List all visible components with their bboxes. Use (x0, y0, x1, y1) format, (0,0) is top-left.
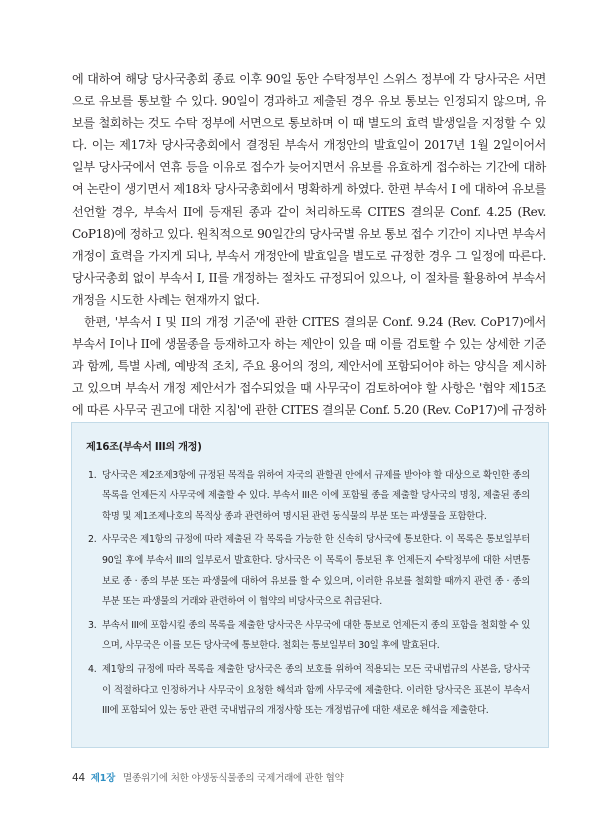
item-text: 부속서 III에 포함시킬 종의 목록을 제출한 당사국은 사무국에 대한 통보로 언제든지 종의 포함을 철회할 수 있으며, 사무국은 이를 모든 당사국에 통보한다. 철회는 통보일부터 30일 후에 발효된다. (102, 619, 530, 652)
item-text: 당사국은 제2조제3항에 규정된 목적을 위하여 자국의 관할권 안에서 규제를 받아야 할 대상으로 확인한 종의 목록을 언제든지 사무국에 제출할 수 있다. 부속서 III은 이에 포함될 종을 제출할 당사국의 명칭, 제출된 종의 학명 및 제1조제나호의 목적상 종과 관련하여 명시된 관련 동식물의 부분 또는 파생물을 포함한다. (102, 469, 530, 522)
article-items-list (86, 466, 530, 722)
paragraph-1: 에 대하여 해당 당사국총회 종료 이후 90일 동안 수탁정부인 스위스 정부에 각 당사국은 서면으로 유보를 통보할 수 있다. 90일이 경과하고 제출된 경우 유보 통보는 인정되지 않으며, 유보를 철회하는 것도 수탁 정부에 서면으로 통보하며 이 때 별도의 효력 발생일을 지정할 수 있다. 이는 제17차 당사국총회에서 결정된 부속서 개정안의 발효일이 2017년 1월 2일이어서 일부 당사국에서 연휴 등을 이유로 접수가 늦어지면서 유보를 유효하게 접수하는 기간에 대하여 논란이 생기면서 제18차 당사국총회에서 명확하게 하였다. 한편 부속서 I 에 대하여 유보를 선언할 경우, 부속서 II에 등재된 종과 같이 처리하도록 CITES 결의문 Conf. 4.25 (Rev. CoP18)에 정하고 있다. 원칙적으로 90일간의 당사국별 유보 통보 접수 기간이 지나면 부속서 개정이 효력을 가지게 되나, 부속서 개정안에 발효일을 별도로 규정한 경우 그 일정에 따른다. 당사국총회 없이 부속서 I, II를 개정하는 절차도 규정되어 있으나, 이 절차를 활용하여 부속서 개정을 시도한 사례는 현재까지 없다. (72, 72, 546, 307)
item-number: 4. (88, 663, 97, 675)
item-number: 2. (88, 534, 97, 546)
body-text (72, 68, 546, 444)
page-footer (72, 770, 344, 784)
item-text: 제1항의 규정에 따라 목록을 제출한 당사국은 종의 보호를 위하여 적용되는 모든 국내법규의 사본을, 당사국이 적절하다고 인정하거나 사무국이 요청한 해석과 함께 사무국에 제출한다. 이러한 당사국은 표본이 부속서 III에 포함되어 있는 동안 관련 국내법규의 개정사항 또는 개정법규에 대한 새로운 해석을 제출한다. (102, 663, 530, 717)
article-16-box (71, 422, 549, 748)
page-number: 44 (72, 772, 85, 784)
list-item (86, 466, 530, 528)
chapter-label: 제1장 (90, 773, 116, 784)
chapter-title: 멸종위기에 처한 야생동식물종의 국제거래에 관한 협약 (123, 773, 344, 784)
list-item (86, 616, 530, 657)
list-item (86, 660, 530, 722)
paragraph-2: 한편, '부속서 I 및 II의 개정 기준'에 관한 CITES 결의문 Conf. 9.24 (Rev. CoP17)에서 부속서 I이나 II에 생물종을 등재하고자 하는 제안이 있을 때 이를 검토할 수 있는 상세한 기준과 함께, 특별 사례, 예방적 조치, 주요 용어의 정의, 제안서에 포함되어야 하는 양식을 제시하고 있으며 부속서 개정 제안서가 접수되었을 때 사무국이 검토하여야 할 사항은 '협약 제15조에 따른 사무국 권고에 대한 지침'에 관한 CITES 결의문 Conf. 5.20 (Rev. CoP17)에 규정하 (72, 315, 546, 418)
box-title: 제16조(부속서 III의 개정) (86, 442, 202, 453)
item-number: 3. (88, 619, 97, 631)
list-item (86, 530, 530, 612)
item-number: 1. (88, 469, 97, 481)
item-text: 사무국은 제1항의 규정에 따라 제출된 각 목록을 가능한 한 신속히 당사국에 통보한다. 이 목록은 통보일부터 90일 후에 부속서 III의 일부로서 발효한다. 당사국은 이 목록이 통보된 후 언제든지 수탁정부에 대한 서면통보로 종 · 종의 부분 또는 파생물에 대하여 유보를 할 수 있으며, 이러한 유보를 철회할 때까지 관련 종 · 종의 부분 또는 파생물의 거래와 관련하여 이 협약의 비당사국으로 취급된다. (102, 534, 530, 608)
